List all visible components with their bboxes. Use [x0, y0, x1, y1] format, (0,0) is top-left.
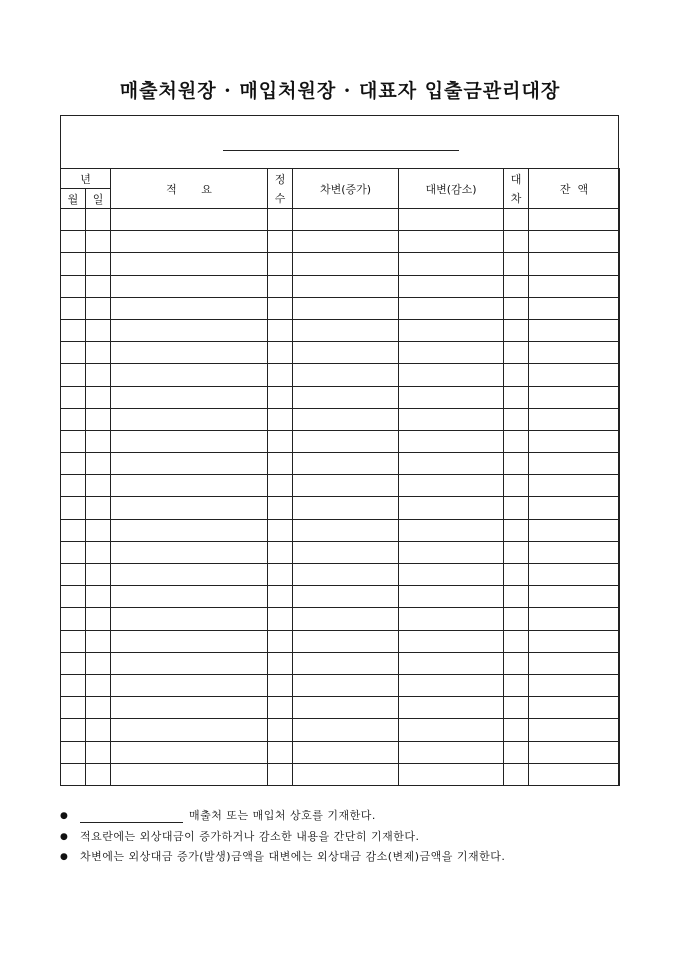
ledger-cell[interactable]: [86, 430, 111, 452]
ledger-cell[interactable]: [399, 741, 504, 763]
header-year: 년: [61, 169, 111, 189]
ledger-cell[interactable]: [111, 319, 268, 341]
ledger-cell[interactable]: [399, 342, 504, 364]
header-entry-no-2: 수: [274, 191, 286, 205]
ledger-cell[interactable]: [268, 763, 293, 785]
ledger-table: [60, 168, 620, 786]
ledger-cell[interactable]: [86, 697, 111, 719]
ledger-cell[interactable]: [61, 519, 86, 541]
ledger-row: [61, 697, 620, 719]
ledger-cell[interactable]: [504, 586, 529, 608]
ledger-cell[interactable]: [86, 253, 111, 275]
header-dc-2: 차: [510, 191, 522, 205]
ledger-cell[interactable]: [111, 564, 268, 586]
note-2: [60, 827, 660, 848]
ledger-cell[interactable]: [86, 608, 111, 630]
ledger-cell[interactable]: [61, 253, 86, 275]
ledger-cell[interactable]: [268, 741, 293, 763]
ledger-cell[interactable]: [293, 564, 399, 586]
ledger-cell[interactable]: [293, 741, 399, 763]
ledger-cell[interactable]: [293, 275, 399, 297]
header-entry-no: [268, 169, 293, 209]
ledger-cell[interactable]: [61, 674, 86, 696]
ledger-cell[interactable]: [293, 519, 399, 541]
ledger-cell[interactable]: [504, 342, 529, 364]
ledger-cell[interactable]: [529, 497, 620, 519]
ledger-cell[interactable]: [111, 430, 268, 452]
ledger-row: [61, 608, 620, 630]
page-title: 매출처원장 · 매입처원장 · 대표자 입출금관리대장: [119, 80, 561, 102]
ledger-cell[interactable]: [293, 541, 399, 563]
ledger-cell[interactable]: [86, 386, 111, 408]
ledger-cell[interactable]: [399, 541, 504, 563]
ledger-cell[interactable]: [268, 674, 293, 696]
ledger-cell[interactable]: [111, 342, 268, 364]
ledger-cell[interactable]: [529, 763, 620, 785]
ledger-cell[interactable]: [504, 364, 529, 386]
ledger-cell[interactable]: [504, 763, 529, 785]
ledger-body: [61, 209, 620, 786]
ledger-cell[interactable]: [293, 253, 399, 275]
note-text-2: 적요란에는 외상대금이 증가하거나 감소한 내용을 간단히 기재한다.: [80, 829, 420, 843]
ledger-row: [61, 430, 620, 452]
ledger-cell[interactable]: [61, 586, 86, 608]
ledger-cell[interactable]: [61, 231, 86, 253]
ledger-row: [61, 497, 620, 519]
ledger-cell[interactable]: [293, 630, 399, 652]
header-dc: [504, 169, 529, 209]
ledger-cell[interactable]: [293, 408, 399, 430]
ledger-cell[interactable]: [399, 586, 504, 608]
ledger-cell[interactable]: [61, 763, 86, 785]
ledger-cell[interactable]: [86, 408, 111, 430]
ledger-cell[interactable]: [268, 652, 293, 674]
ledger-row: [61, 364, 620, 386]
ledger-cell[interactable]: [399, 697, 504, 719]
ledger-row: [61, 475, 620, 497]
ledger-cell[interactable]: [111, 275, 268, 297]
ledger-row: [61, 763, 620, 785]
ledger-cell[interactable]: [529, 209, 620, 231]
ledger-cell[interactable]: [268, 408, 293, 430]
ledger-cell[interactable]: [529, 674, 620, 696]
ledger-row: [61, 652, 620, 674]
ledger-row: [61, 741, 620, 763]
header-dc-1: 대: [510, 172, 522, 186]
ledger-cell[interactable]: [504, 697, 529, 719]
ledger-cell[interactable]: [268, 209, 293, 231]
ledger-cell[interactable]: [529, 652, 620, 674]
ledger-cell[interactable]: [529, 342, 620, 364]
ledger-cell[interactable]: [504, 408, 529, 430]
ledger-cell[interactable]: [61, 608, 86, 630]
ledger-cell[interactable]: [529, 541, 620, 563]
ledger-cell[interactable]: [504, 319, 529, 341]
ledger-cell[interactable]: [293, 674, 399, 696]
ledger-cell[interactable]: [86, 342, 111, 364]
ledger-cell[interactable]: [504, 209, 529, 231]
header-day: 일: [86, 189, 111, 209]
ledger-frame: [60, 115, 619, 786]
ledger-cell[interactable]: [399, 430, 504, 452]
ledger-row: [61, 319, 620, 341]
ledger-cell[interactable]: [268, 497, 293, 519]
ledger-cell[interactable]: [504, 475, 529, 497]
ledger-cell[interactable]: [529, 364, 620, 386]
ledger-row: [61, 275, 620, 297]
ledger-cell[interactable]: [111, 763, 268, 785]
ledger-cell[interactable]: [111, 519, 268, 541]
ledger-cell[interactable]: [504, 430, 529, 452]
ledger-cell[interactable]: [399, 608, 504, 630]
ledger-row: [61, 209, 620, 231]
ledger-cell[interactable]: [504, 630, 529, 652]
ledger-cell[interactable]: [111, 408, 268, 430]
ledger-cell[interactable]: [529, 297, 620, 319]
ledger-cell[interactable]: [86, 231, 111, 253]
ledger-cell[interactable]: [529, 608, 620, 630]
ledger-cell[interactable]: [504, 386, 529, 408]
header-credit: 대변(감소): [399, 169, 504, 209]
ledger-cell[interactable]: [61, 741, 86, 763]
ledger-cell[interactable]: [504, 608, 529, 630]
ledger-cell[interactable]: [86, 319, 111, 341]
ledger-row: [61, 586, 620, 608]
bullet-icon: ●: [60, 831, 68, 842]
ledger-cell[interactable]: [86, 674, 111, 696]
ledger-cell[interactable]: [111, 586, 268, 608]
ledger-cell[interactable]: [86, 741, 111, 763]
ledger-cell[interactable]: [61, 564, 86, 586]
ledger-cell[interactable]: [399, 386, 504, 408]
ledger-cell[interactable]: [529, 741, 620, 763]
ledger-cell[interactable]: [268, 453, 293, 475]
ledger-cell[interactable]: [268, 541, 293, 563]
ledger-cell[interactable]: [399, 497, 504, 519]
ledger-cell[interactable]: [293, 652, 399, 674]
ledger-cell[interactable]: [111, 209, 268, 231]
ledger-cell[interactable]: [293, 319, 399, 341]
ledger-cell[interactable]: [504, 564, 529, 586]
ledger-cell[interactable]: [61, 497, 86, 519]
ledger-cell[interactable]: [529, 719, 620, 741]
header-summary: 적 요: [111, 169, 268, 209]
ledger-cell[interactable]: [529, 386, 620, 408]
ledger-cell[interactable]: [529, 586, 620, 608]
name-blank[interactable]: [80, 810, 183, 823]
ledger-cell[interactable]: [61, 541, 86, 563]
ledger-cell[interactable]: [111, 475, 268, 497]
ledger-row: [61, 541, 620, 563]
ledger-cell[interactable]: [504, 297, 529, 319]
ledger-cell[interactable]: [399, 209, 504, 231]
ledger-cell[interactable]: [399, 453, 504, 475]
ledger-row: [61, 674, 620, 696]
ledger-cell[interactable]: [111, 674, 268, 696]
ledger-cell[interactable]: [399, 364, 504, 386]
ledger-cell[interactable]: [111, 719, 268, 741]
ledger-cell[interactable]: [86, 719, 111, 741]
ledger-cell[interactable]: [86, 586, 111, 608]
note-text-1: 매출처 또는 매입처 상호를 기재한다.: [189, 809, 376, 822]
ledger-cell[interactable]: [399, 674, 504, 696]
account-name-line[interactable]: [223, 150, 459, 151]
ledger-cell[interactable]: [86, 630, 111, 652]
ledger-cell[interactable]: [61, 386, 86, 408]
ledger-cell[interactable]: [529, 319, 620, 341]
header-entry-no-1: 정: [274, 172, 286, 186]
ledger-cell[interactable]: [61, 342, 86, 364]
header-balance: 잔 액: [529, 169, 620, 209]
ledger-cell[interactable]: [111, 608, 268, 630]
ledger-row: [61, 231, 620, 253]
note-text-3: 차변에는 외상대금 증가(발생)금액을 대변에는 외상대금 감소(변제)금액을 기재한다.: [80, 850, 506, 863]
ledger-cell[interactable]: [529, 231, 620, 253]
ledger-cell[interactable]: [399, 408, 504, 430]
ledger-cell[interactable]: [293, 386, 399, 408]
ledger-cell[interactable]: [504, 275, 529, 297]
ledger-row: [61, 253, 620, 275]
ledger-cell[interactable]: [61, 630, 86, 652]
ledger-cell[interactable]: [268, 297, 293, 319]
ledger-cell[interactable]: [504, 231, 529, 253]
ledger-cell[interactable]: [399, 564, 504, 586]
ledger-cell[interactable]: [293, 608, 399, 630]
ledger-cell[interactable]: [268, 386, 293, 408]
ledger-cell[interactable]: [529, 275, 620, 297]
ledger-cell[interactable]: [399, 475, 504, 497]
ledger-cell[interactable]: [529, 519, 620, 541]
ledger-cell[interactable]: [293, 430, 399, 452]
ledger-row: [61, 386, 620, 408]
ledger-cell[interactable]: [61, 453, 86, 475]
notes: [60, 806, 660, 868]
ledger-cell[interactable]: [529, 253, 620, 275]
ledger-cell[interactable]: [399, 231, 504, 253]
ledger-cell[interactable]: [111, 364, 268, 386]
ledger-cell[interactable]: [399, 275, 504, 297]
ledger-cell[interactable]: [504, 541, 529, 563]
ledger-cell[interactable]: [61, 475, 86, 497]
ledger-row: [61, 408, 620, 430]
ledger-cell[interactable]: [293, 475, 399, 497]
ledger-cell[interactable]: [504, 497, 529, 519]
ledger-cell[interactable]: [268, 364, 293, 386]
ledger-cell[interactable]: [61, 275, 86, 297]
ledger-cell[interactable]: [268, 697, 293, 719]
note-1: [60, 806, 660, 827]
ledger-cell[interactable]: [111, 697, 268, 719]
ledger-cell[interactable]: [399, 319, 504, 341]
ledger-cell[interactable]: [399, 630, 504, 652]
ledger-cell[interactable]: [86, 519, 111, 541]
ledger-cell[interactable]: [293, 497, 399, 519]
ledger-cell[interactable]: [61, 297, 86, 319]
ledger-cell[interactable]: [111, 630, 268, 652]
ledger-cell[interactable]: [399, 652, 504, 674]
ledger-cell[interactable]: [504, 652, 529, 674]
ledger-cell[interactable]: [293, 342, 399, 364]
ledger-cell[interactable]: [399, 763, 504, 785]
ledger-cell[interactable]: [268, 586, 293, 608]
ledger-cell[interactable]: [268, 231, 293, 253]
ledger-cell[interactable]: [529, 630, 620, 652]
ledger-cell[interactable]: [86, 209, 111, 231]
ledger-row: [61, 519, 620, 541]
ledger-row: [61, 453, 620, 475]
ledger-cell[interactable]: [86, 652, 111, 674]
ledger-cell[interactable]: [61, 408, 86, 430]
ledger-cell[interactable]: [86, 297, 111, 319]
ledger-cell[interactable]: [529, 697, 620, 719]
ledger-cell[interactable]: [293, 719, 399, 741]
ledger-cell[interactable]: [529, 564, 620, 586]
ledger-cell[interactable]: [293, 763, 399, 785]
ledger-cell[interactable]: [111, 541, 268, 563]
ledger-cell[interactable]: [399, 253, 504, 275]
ledger-cell[interactable]: [399, 297, 504, 319]
ledger-cell[interactable]: [86, 453, 111, 475]
ledger-row: [61, 630, 620, 652]
ledger-cell[interactable]: [111, 386, 268, 408]
header-debit: 차변(증가): [293, 169, 399, 209]
ledger-cell[interactable]: [268, 608, 293, 630]
ledger-cell[interactable]: [504, 741, 529, 763]
ledger-cell[interactable]: [268, 630, 293, 652]
ledger-cell[interactable]: [86, 275, 111, 297]
ledger-cell[interactable]: [86, 763, 111, 785]
ledger-cell[interactable]: [268, 719, 293, 741]
ledger-cell[interactable]: [268, 319, 293, 341]
ledger-cell[interactable]: [504, 674, 529, 696]
ledger-cell[interactable]: [61, 719, 86, 741]
header-month: 월: [61, 189, 86, 209]
ledger-cell[interactable]: [293, 231, 399, 253]
bullet-icon: ●: [60, 811, 68, 821]
ledger-row: [61, 342, 620, 364]
ledger-cell[interactable]: [268, 430, 293, 452]
ledger-cell[interactable]: [86, 364, 111, 386]
ledger-cell[interactable]: [111, 297, 268, 319]
ledger-cell[interactable]: [268, 564, 293, 586]
ledger-cell[interactable]: [529, 430, 620, 452]
ledger-cell[interactable]: [504, 519, 529, 541]
ledger-cell[interactable]: [399, 719, 504, 741]
ledger-cell[interactable]: [111, 741, 268, 763]
ledger-cell[interactable]: [111, 453, 268, 475]
ledger-cell[interactable]: [293, 586, 399, 608]
ledger-cell[interactable]: [504, 253, 529, 275]
ledger-cell[interactable]: [61, 364, 86, 386]
ledger-cell[interactable]: [293, 453, 399, 475]
ledger-cell[interactable]: [268, 342, 293, 364]
ledger-cell[interactable]: [111, 231, 268, 253]
ledger-cell[interactable]: [268, 519, 293, 541]
ledger-cell[interactable]: [61, 209, 86, 231]
ledger-cell[interactable]: [268, 275, 293, 297]
ledger-cell[interactable]: [504, 719, 529, 741]
ledger-cell[interactable]: [111, 652, 268, 674]
ledger-row: [61, 719, 620, 741]
ledger-cell[interactable]: [61, 652, 86, 674]
ledger-cell[interactable]: [293, 209, 399, 231]
ledger-cell[interactable]: [268, 475, 293, 497]
ledger-cell[interactable]: [504, 453, 529, 475]
ledger-cell[interactable]: [111, 497, 268, 519]
ledger-cell[interactable]: [529, 453, 620, 475]
ledger-cell[interactable]: [293, 364, 399, 386]
bullet-icon: ●: [60, 852, 68, 862]
ledger-cell[interactable]: [86, 564, 111, 586]
ledger-cell[interactable]: [293, 697, 399, 719]
ledger-cell[interactable]: [268, 253, 293, 275]
ledger-cell[interactable]: [293, 297, 399, 319]
ledger-cell[interactable]: [399, 519, 504, 541]
ledger-cell[interactable]: [86, 497, 111, 519]
note-3: [60, 847, 660, 868]
ledger-cell[interactable]: [61, 430, 86, 452]
ledger-cell[interactable]: [529, 408, 620, 430]
ledger-cell[interactable]: [529, 475, 620, 497]
ledger-cell[interactable]: [61, 319, 86, 341]
ledger-cell[interactable]: [111, 253, 268, 275]
ledger-cell[interactable]: [61, 697, 86, 719]
ledger-row: [61, 297, 620, 319]
ledger-cell[interactable]: [86, 541, 111, 563]
ledger-cell[interactable]: [86, 475, 111, 497]
ledger-row: [61, 564, 620, 586]
